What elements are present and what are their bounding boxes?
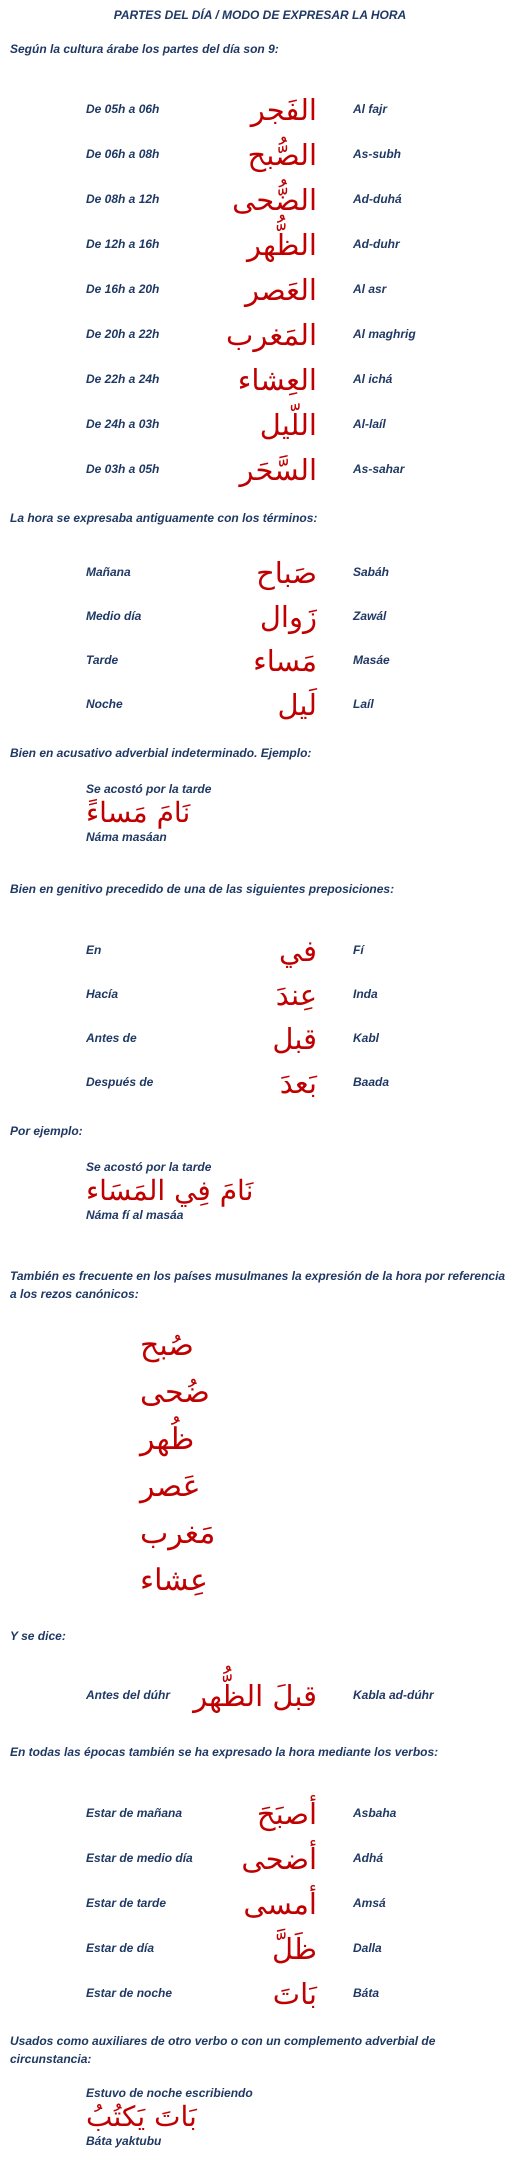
arabic-word: بَاتَ (272, 1977, 317, 2011)
intro-accusative: Bien en acusativo adverbial indeterminado. Ejemplo: (10, 746, 312, 760)
verb-spanish: Estar de mañana (86, 1806, 183, 1820)
part-row (0, 318, 520, 352)
transliteration: Amsá (353, 1896, 386, 1910)
transliteration: Al asr (353, 282, 387, 296)
intro-verbs: En todas las épocas también se ha expresado la hora mediante los verbos: (10, 1745, 439, 1759)
transliteration: Dalla (353, 1941, 382, 1955)
part-row (0, 408, 520, 442)
time-range: De 22h a 24h (86, 372, 160, 386)
transliteration: Al-laíl (353, 417, 386, 431)
prayer-word: عِشاء (140, 1563, 208, 1598)
example-arabic: نَامَ فِي المَسَاء (86, 1174, 254, 1207)
prayer-word: ظُهر (140, 1422, 195, 1457)
time-range: De 08h a 12h (86, 192, 160, 206)
arabic-word: في (278, 934, 317, 968)
example-spanish: Estuvo de noche escribiendo (86, 2086, 253, 2100)
example-genitive (86, 1160, 253, 1222)
prayers-list (140, 1322, 215, 1604)
transliteration: Báta (353, 1986, 380, 2000)
arabic-word: المَغرب (226, 318, 317, 352)
prayer-word: عَصر (140, 1469, 201, 1504)
transliteration: Fí (353, 943, 364, 957)
part-row (0, 138, 520, 172)
term-spanish: Noche (86, 697, 123, 711)
arabic-word: السَّحَر (239, 453, 317, 487)
part-row (0, 93, 520, 127)
term-row (0, 600, 520, 634)
example-transliteration: Náma masáan (86, 830, 167, 844)
verb-spanish: Estar de tarde (86, 1896, 167, 1910)
preposition-row (0, 978, 520, 1012)
intro-parts: Según la cultura árabe los partes del día son 9: (10, 42, 279, 56)
transliteration: Adhá (353, 1851, 383, 1865)
transliteration: Laíl (353, 697, 374, 711)
preposition-spanish: En (86, 943, 102, 957)
transliteration: Masáe (353, 653, 390, 667)
transliteration: Al fajr (353, 102, 388, 116)
arabic-word: لَيل (277, 688, 317, 722)
transliteration: Zawál (353, 609, 387, 623)
prayer-word: ضُحى (140, 1375, 210, 1410)
preposition-spanish: Después de (86, 1075, 154, 1089)
transliteration: Ad-duhr (353, 237, 400, 251)
transliteration: Al ichá (353, 372, 393, 386)
example-spanish: Se acostó por la tarde (86, 1160, 212, 1174)
example-accusative (86, 782, 211, 844)
arabic-word: زَوال (259, 600, 317, 634)
intro-prayers: También es frecuente en los países musulmanes la expresión de la hora por referencia a los rezos canónicos: (10, 1269, 506, 1301)
transliteration: Sabáh (353, 565, 390, 579)
transliteration: Al maghrig (353, 327, 416, 341)
transliteration: Baada (353, 1075, 390, 1089)
verb-row (0, 1842, 520, 1876)
transliteration: Asbaha (353, 1806, 397, 1820)
time-range: De 03h a 05h (86, 462, 160, 476)
term-row (0, 644, 520, 678)
arabic-word: بَعدَ (279, 1066, 317, 1100)
example-arabic: بَاتَ يَكتُبُ (86, 2100, 197, 2133)
term-spanish: Tarde (86, 653, 119, 667)
verb-row (0, 1797, 520, 1831)
preposition-row (0, 1066, 520, 1100)
arabic-word: الضُّحى (232, 183, 317, 217)
part-row (0, 363, 520, 397)
term-spanish: Mañana (86, 565, 131, 579)
example-prayer-row (0, 1679, 520, 1713)
verb-spanish: Estar de día (86, 1941, 155, 1955)
time-range: De 16h a 20h (86, 282, 160, 296)
arabic-word: عِندَ (275, 978, 317, 1012)
verb-row (0, 1977, 520, 2011)
verb-spanish: Estar de medio día (86, 1851, 193, 1865)
preposition-row (0, 934, 520, 968)
arabic-word: العِشاء (237, 363, 317, 397)
part-row (0, 228, 520, 262)
arabic-word: صَباح (256, 556, 317, 590)
transliteration: As-subh (353, 147, 401, 161)
verb-row (0, 1887, 520, 1921)
prayer-word: مَغرب (140, 1516, 216, 1551)
part-row (0, 453, 520, 487)
example-transliteration: Báta yaktubu (86, 2134, 162, 2148)
part-row (0, 273, 520, 307)
prayer-word: صُبح (140, 1328, 194, 1363)
example-spanish: Se acostó por la tarde (86, 782, 212, 796)
verb-row (0, 1932, 520, 1966)
example-auxiliary (86, 2086, 253, 2148)
arabic-word: أمسى (243, 1887, 317, 1921)
arabic-word: العَصر (244, 273, 317, 307)
verb-spanish: Estar de noche (86, 1986, 173, 2000)
preposition-row (0, 1022, 520, 1056)
time-range: De 24h a 03h (86, 417, 160, 431)
example-arabic: قبلَ الظُّهر (193, 1679, 317, 1713)
intro-saying: Y se dice: (10, 1629, 66, 1643)
transliteration: Inda (353, 987, 378, 1001)
term-row (0, 556, 520, 590)
intro-auxiliaries: Usados como auxiliares de otro verbo o con un complemento adverbial de circunstancia: (10, 2034, 436, 2066)
arabic-word: الظُّهر (246, 228, 317, 262)
time-range: De 06h a 08h (86, 147, 160, 161)
example-transliteration: Náma fí al masáa (86, 1208, 184, 1222)
part-row (0, 183, 520, 217)
transliteration: As-sahar (353, 462, 405, 476)
term-spanish: Medio día (86, 609, 142, 623)
time-range: De 05h a 06h (86, 102, 160, 116)
arabic-word: أضحى (241, 1842, 317, 1876)
transliteration: Ad-duhá (353, 192, 402, 206)
transliteration: Kabl (353, 1031, 380, 1045)
example-spanish: Antes del dúhr (86, 1688, 171, 1702)
arabic-word: الفَجر (250, 93, 317, 127)
arabic-word: قبل (272, 1022, 317, 1056)
arabic-word: اللّيل (259, 408, 317, 442)
example-transliteration: Kabla ad-dúhr (353, 1688, 434, 1702)
term-row (0, 688, 520, 722)
preposition-spanish: Antes de (86, 1031, 137, 1045)
intro-example: Por ejemplo: (10, 1124, 83, 1138)
example-arabic: نَامَ مَساءً (86, 796, 191, 829)
intro-genitive: Bien en genitivo precedido de una de las siguientes preposiciones: (10, 882, 395, 896)
page-title: PARTES DEL DÍA / MODO DE EXPRESAR LA HORA (113, 8, 407, 22)
intro-terms: La hora se expresaba antiguamente con los términos: (10, 511, 318, 525)
arabic-word: أصبَحَ (256, 1797, 317, 1831)
time-range: De 12h a 16h (86, 237, 160, 251)
time-range: De 20h a 22h (86, 327, 160, 341)
arabic-word: مَساء (253, 644, 317, 678)
preposition-spanish: Hacía (86, 987, 119, 1001)
arabic-word: ظَلَّ (271, 1932, 317, 1966)
arabic-word: الصُّبح (247, 138, 317, 172)
